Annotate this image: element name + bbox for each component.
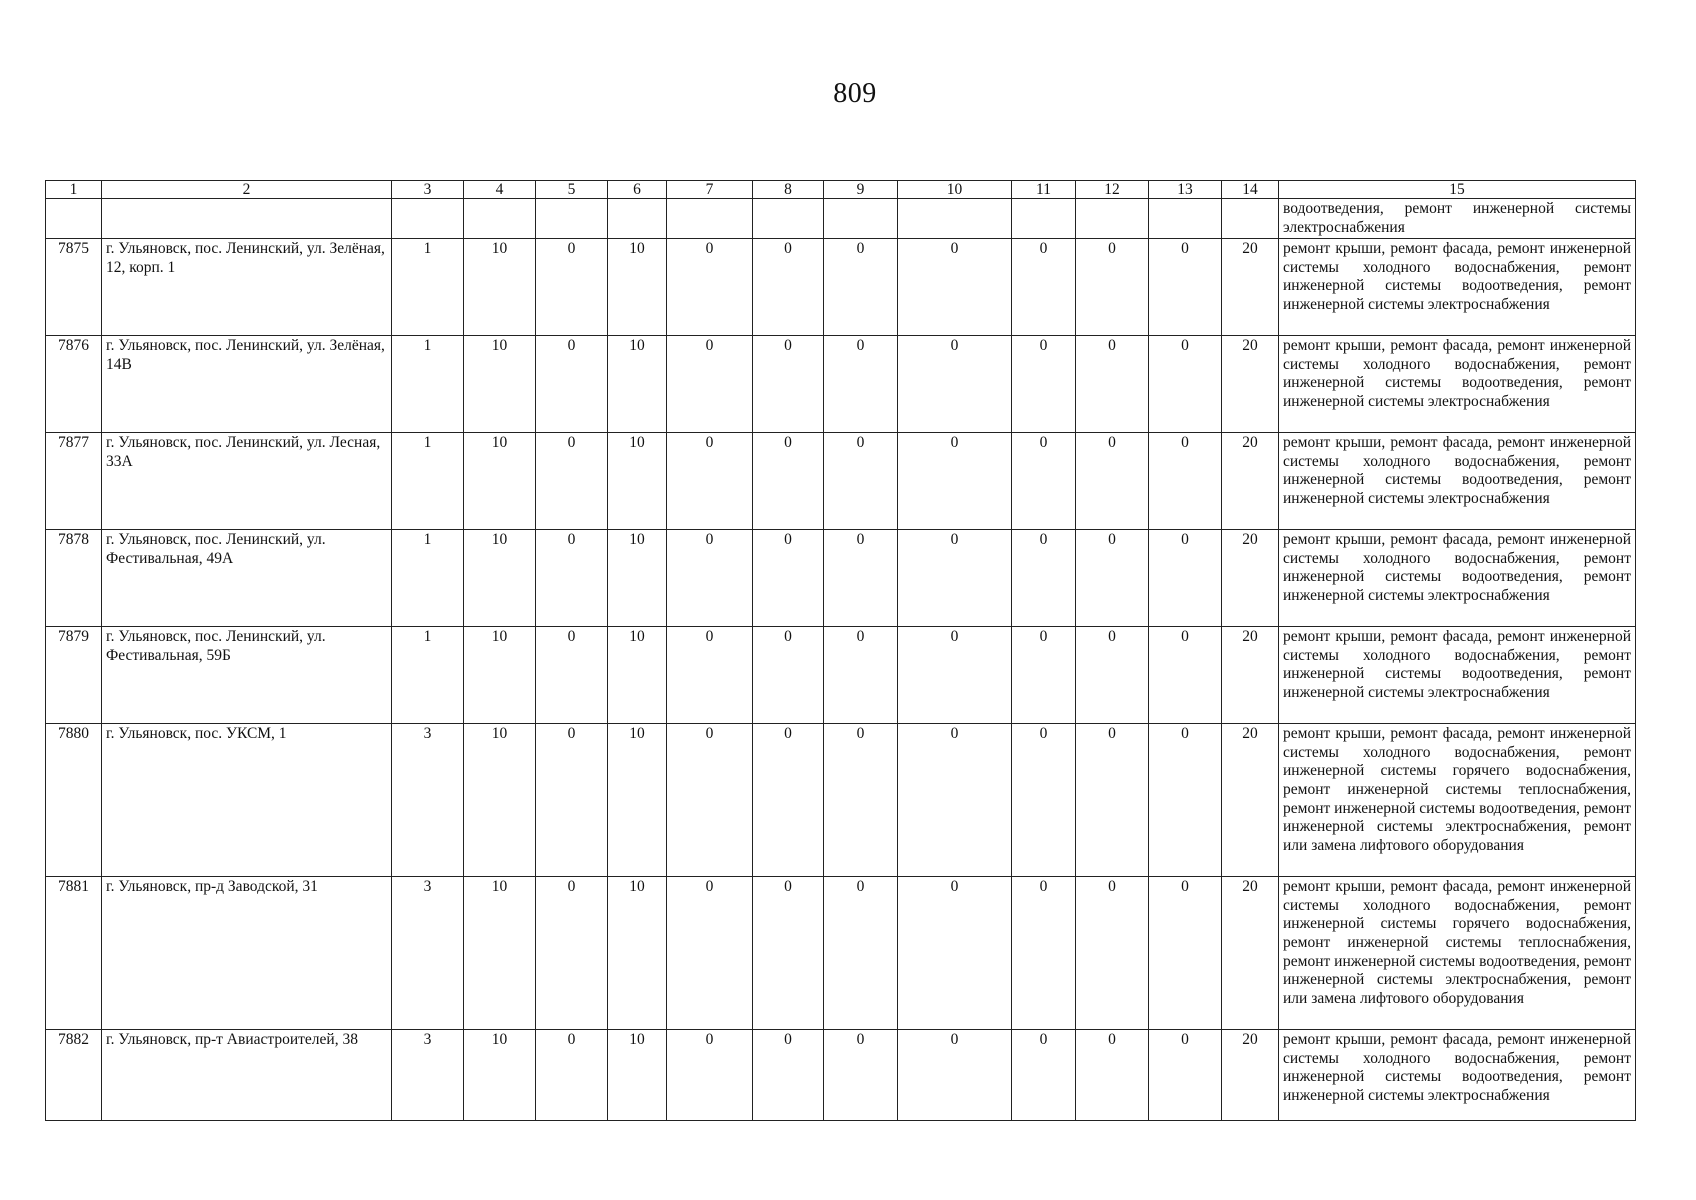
works-cell: водоотведения, ремонт инженерной системы электроснабжения	[1279, 199, 1636, 239]
works-cell: ремонт крыши, ремонт фасада, ремонт инженерной системы холодного водоснабжения, ремонт инженерной системы водоотведения, ремонт инженерной системы электроснабжения	[1279, 530, 1636, 627]
col7-cell: 0	[667, 239, 753, 336]
col7-cell: 0	[667, 877, 753, 1030]
col12-cell: 0	[1076, 1030, 1149, 1121]
column-header: 12	[1076, 181, 1149, 199]
address-cell: г. Ульяновск, пр-т Авиастроителей, 38	[102, 1030, 392, 1121]
col7-cell: 0	[667, 627, 753, 724]
col5-cell: 0	[536, 239, 608, 336]
col14-cell: 20	[1222, 627, 1279, 724]
page-number: 809	[833, 78, 877, 109]
column-header: 6	[608, 181, 667, 199]
col5-cell: 0	[536, 433, 608, 530]
col9-cell: 0	[824, 530, 898, 627]
col4-cell: 10	[464, 1030, 536, 1121]
column-number-header	[46, 181, 1636, 199]
column-header: 4	[464, 181, 536, 199]
works-cell: ремонт крыши, ремонт фасада, ремонт инженерной системы холодного водоснабжения, ремонт инженерной системы водоотведения, ремонт инженерной системы электроснабжения	[1279, 239, 1636, 336]
col14-cell: 20	[1222, 433, 1279, 530]
works-cell: ремонт крыши, ремонт фасада, ремонт инженерной системы холодного водоснабжения, ремонт инженерной системы водоотведения, ремонт инженерной системы электроснабжения	[1279, 627, 1636, 724]
col8-cell: 0	[753, 530, 824, 627]
col11-cell: 0	[1012, 336, 1076, 433]
col13-cell: 0	[1149, 627, 1222, 724]
row-number-cell: 7878	[46, 530, 102, 627]
col13-cell: 0	[1149, 724, 1222, 877]
table-body	[46, 239, 1636, 1121]
column-header: 11	[1012, 181, 1076, 199]
address-cell: г. Ульяновск, пр-д Заводской, 31	[102, 877, 392, 1030]
row-number-cell: 7881	[46, 877, 102, 1030]
col7-cell: 0	[667, 336, 753, 433]
col9-cell: 0	[824, 433, 898, 530]
works-cell: ремонт крыши, ремонт фасада, ремонт инженерной системы холодного водоснабжения, ремонт инженерной системы водоотведения, ремонт инженерной системы электроснабжения	[1279, 336, 1636, 433]
col9-cell: 0	[824, 336, 898, 433]
col6-cell: 10	[608, 239, 667, 336]
table-row	[46, 239, 1636, 336]
col5-cell: 0	[536, 530, 608, 627]
column-header: 5	[536, 181, 608, 199]
col10-cell: 0	[898, 336, 1012, 433]
col13-cell: 0	[1149, 239, 1222, 336]
col11-cell: 0	[1012, 530, 1076, 627]
col8-cell: 0	[753, 336, 824, 433]
col5-cell: 0	[536, 877, 608, 1030]
col8-cell: 0	[753, 627, 824, 724]
col5-cell: 0	[536, 724, 608, 877]
column-header: 13	[1149, 181, 1222, 199]
col14-cell: 20	[1222, 336, 1279, 433]
col12-cell: 0	[1076, 239, 1149, 336]
col5-cell: 0	[536, 627, 608, 724]
col4-cell: 10	[464, 239, 536, 336]
col9-cell: 0	[824, 627, 898, 724]
col6-cell: 10	[608, 724, 667, 877]
table-row	[46, 627, 1636, 724]
column-header: 2	[102, 181, 392, 199]
column-header: 3	[392, 181, 464, 199]
col6-cell: 10	[608, 627, 667, 724]
col11-cell: 0	[1012, 239, 1076, 336]
col3-cell: 1	[392, 530, 464, 627]
table-row	[46, 1030, 1636, 1121]
address-cell: г. Ульяновск, пос. Ленинский, ул. Зелёная, 14В	[102, 336, 392, 433]
col9-cell: 0	[824, 724, 898, 877]
col9-cell: 0	[824, 877, 898, 1030]
col3-cell: 1	[392, 433, 464, 530]
works-cell: ремонт крыши, ремонт фасада, ремонт инженерной системы холодного водоснабжения, ремонт инженерной системы горячего водоснабжения, ремонт инженерной системы теплоснабжения, ремонт инженерной системы водоотведения, ремонт инженерной системы электроснабжения, ремонт или замена лифтового оборудования	[1279, 724, 1636, 877]
col10-cell: 0	[898, 877, 1012, 1030]
row-number-cell: 7877	[46, 433, 102, 530]
col12-cell: 0	[1076, 627, 1149, 724]
row-number-cell: 7875	[46, 239, 102, 336]
col14-cell: 20	[1222, 1030, 1279, 1121]
col8-cell: 0	[753, 724, 824, 877]
repair-program-table	[45, 180, 1636, 1121]
col14-cell: 20	[1222, 877, 1279, 1030]
col12-cell: 0	[1076, 433, 1149, 530]
col10-cell: 0	[898, 1030, 1012, 1121]
col13-cell: 0	[1149, 530, 1222, 627]
col10-cell: 0	[898, 627, 1012, 724]
col8-cell: 0	[753, 1030, 824, 1121]
col7-cell: 0	[667, 1030, 753, 1121]
col11-cell: 0	[1012, 1030, 1076, 1121]
address-cell: г. Ульяновск, пос. Ленинский, ул. Фестивальная, 59Б	[102, 627, 392, 724]
col7-cell: 0	[667, 433, 753, 530]
col11-cell: 0	[1012, 433, 1076, 530]
col9-cell: 0	[824, 239, 898, 336]
column-header: 10	[898, 181, 1012, 199]
column-header: 14	[1222, 181, 1279, 199]
col5-cell: 0	[536, 1030, 608, 1121]
column-header: 15	[1279, 181, 1636, 199]
works-cell: ремонт крыши, ремонт фасада, ремонт инженерной системы холодного водоснабжения, ремонт инженерной системы водоотведения, ремонт инженерной системы электроснабжения	[1279, 433, 1636, 530]
col4-cell: 10	[464, 433, 536, 530]
column-header: 8	[753, 181, 824, 199]
column-header: 1	[46, 181, 102, 199]
col3-cell: 1	[392, 239, 464, 336]
row-number-cell: 7879	[46, 627, 102, 724]
row-number-cell: 7882	[46, 1030, 102, 1121]
col4-cell: 10	[464, 336, 536, 433]
col10-cell: 0	[898, 530, 1012, 627]
col3-cell: 3	[392, 1030, 464, 1121]
row-number-cell: 7880	[46, 724, 102, 877]
table-row	[46, 433, 1636, 530]
table-row	[46, 530, 1636, 627]
col4-cell: 10	[464, 627, 536, 724]
col8-cell: 0	[753, 877, 824, 1030]
col4-cell: 10	[464, 724, 536, 877]
continuation-row	[46, 199, 1636, 239]
table-row	[46, 724, 1636, 877]
col6-cell: 10	[608, 530, 667, 627]
col6-cell: 10	[608, 877, 667, 1030]
column-header: 7	[667, 181, 753, 199]
col12-cell: 0	[1076, 336, 1149, 433]
col3-cell: 1	[392, 627, 464, 724]
col14-cell: 20	[1222, 239, 1279, 336]
col13-cell: 0	[1149, 336, 1222, 433]
col13-cell: 0	[1149, 1030, 1222, 1121]
col14-cell: 20	[1222, 530, 1279, 627]
col6-cell: 10	[608, 336, 667, 433]
col6-cell: 10	[608, 433, 667, 530]
col11-cell: 0	[1012, 627, 1076, 724]
works-cell: ремонт крыши, ремонт фасада, ремонт инженерной системы холодного водоснабжения, ремонт инженерной системы горячего водоснабжения, ремонт инженерной системы теплоснабжения, ремонт инженерной системы водоотведения, ремонт инженерной системы электроснабжения, ремонт или замена лифтового оборудования	[1279, 877, 1636, 1030]
col10-cell: 0	[898, 433, 1012, 530]
col11-cell: 0	[1012, 877, 1076, 1030]
col4-cell: 10	[464, 877, 536, 1030]
works-cell: ремонт крыши, ремонт фасада, ремонт инженерной системы холодного водоснабжения, ремонт инженерной системы водоотведения, ремонт инженерной системы электроснабжения	[1279, 1030, 1636, 1121]
address-cell: г. Ульяновск, пос. Ленинский, ул. Зелёная, 12, корп. 1	[102, 239, 392, 336]
col3-cell: 1	[392, 336, 464, 433]
address-cell: г. Ульяновск, пос. УКСМ, 1	[102, 724, 392, 877]
col12-cell: 0	[1076, 724, 1149, 877]
col3-cell: 3	[392, 877, 464, 1030]
col12-cell: 0	[1076, 530, 1149, 627]
row-number-cell: 7876	[46, 336, 102, 433]
col7-cell: 0	[667, 724, 753, 877]
col4-cell: 10	[464, 530, 536, 627]
col9-cell: 0	[824, 1030, 898, 1121]
col10-cell: 0	[898, 239, 1012, 336]
col5-cell: 0	[536, 336, 608, 433]
table-row	[46, 877, 1636, 1030]
col14-cell: 20	[1222, 724, 1279, 877]
address-cell: г. Ульяновск, пос. Ленинский, ул. Фестивальная, 49А	[102, 530, 392, 627]
col7-cell: 0	[667, 530, 753, 627]
col13-cell: 0	[1149, 877, 1222, 1030]
col11-cell: 0	[1012, 724, 1076, 877]
col13-cell: 0	[1149, 433, 1222, 530]
column-header: 9	[824, 181, 898, 199]
address-cell: г. Ульяновск, пос. Ленинский, ул. Лесная, 33А	[102, 433, 392, 530]
table-row	[46, 336, 1636, 433]
col6-cell: 10	[608, 1030, 667, 1121]
col10-cell: 0	[898, 724, 1012, 877]
col8-cell: 0	[753, 433, 824, 530]
col8-cell: 0	[753, 239, 824, 336]
col3-cell: 3	[392, 724, 464, 877]
col12-cell: 0	[1076, 877, 1149, 1030]
